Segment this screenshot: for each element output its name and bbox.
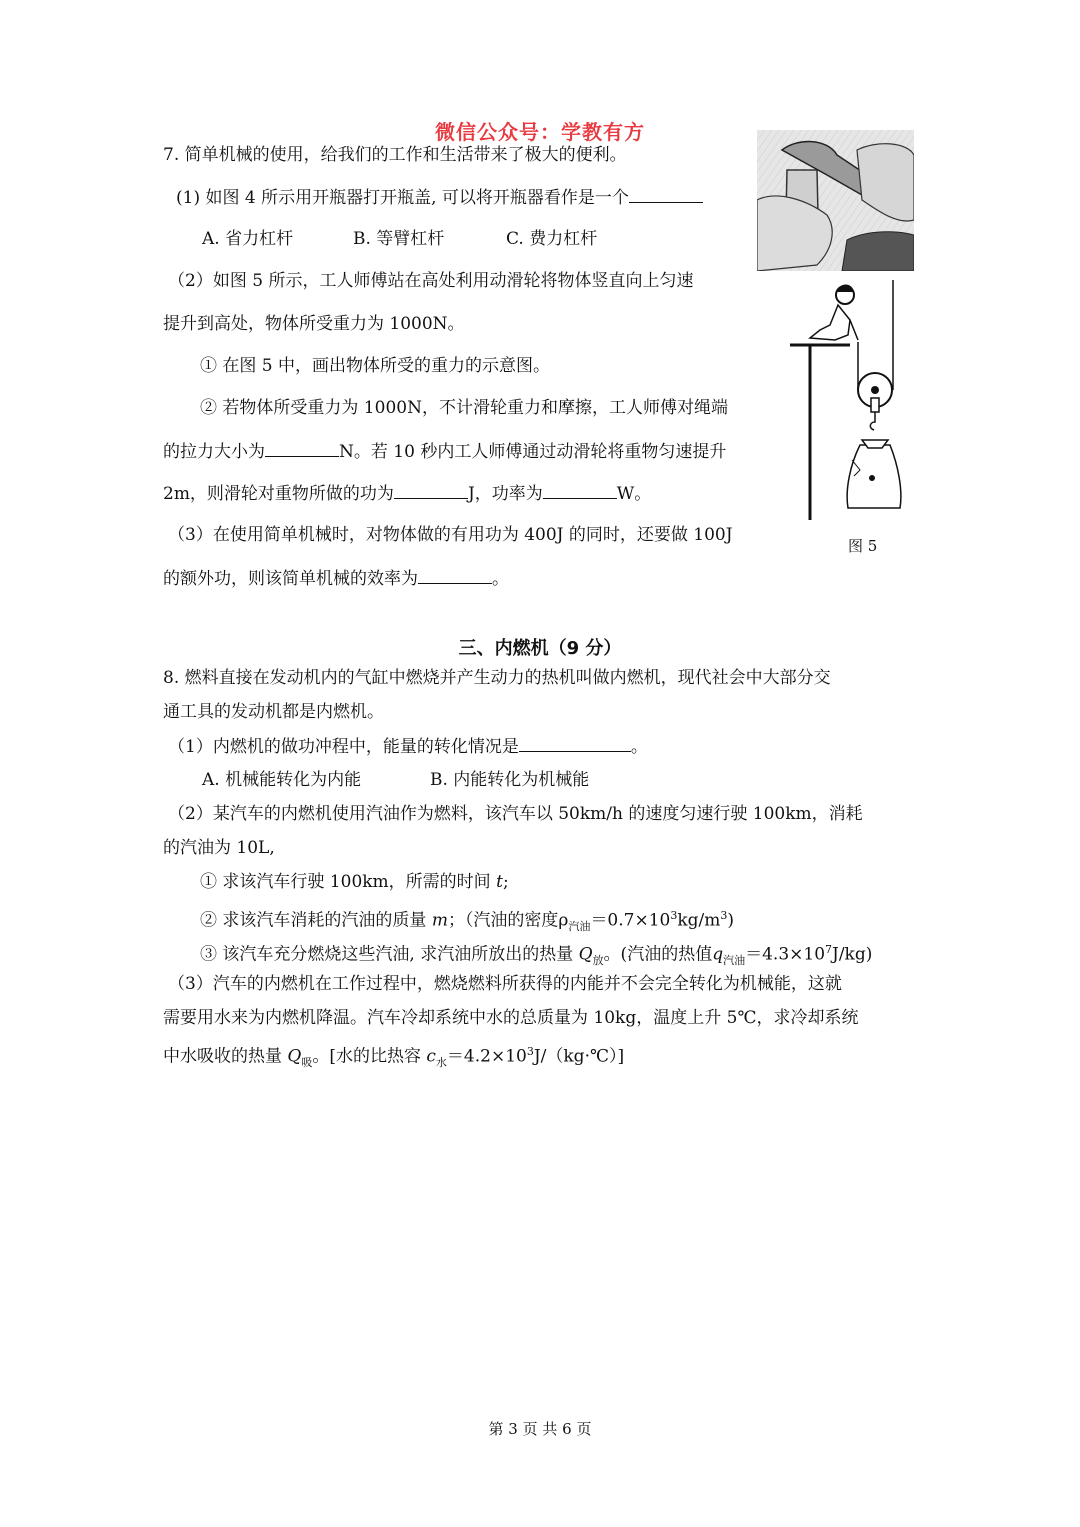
sub-gasoline: 汽油 [723,954,746,968]
q7-part2-b-line3-b: J，功率为 [467,484,543,504]
q8-part3-line3-b: 。[水的比热容 [312,1046,421,1067]
answer-blank [629,186,703,203]
q8-part1 [168,735,648,758]
q8-part2-b [200,905,734,938]
exp: 7 [825,943,833,956]
answer-blank [543,482,617,499]
answer-blank [519,735,631,752]
var-q: q [712,944,724,965]
var-q-release: Q [578,944,593,965]
q8-part2-a-text: ① 求该汽车行驶 100km，所需的时间 [200,872,491,892]
q7-part3-line2-b: 。 [492,569,509,589]
answer-blank [265,440,339,457]
answer-blank [418,567,492,584]
var-q-absorb: Q [287,1046,302,1067]
q7-part2-b-line2-a: 的拉力大小为 [163,442,265,462]
q7-part2-b-line3-c: W。 [616,484,652,504]
q7-part2-b-line3 [163,482,651,505]
sub-water: 水 [435,1056,447,1070]
q7-part3-line2-a: 的额外功，则该简单机械的效率为 [163,569,418,589]
q7-part2-a: ① 在图 5 中，画出物体所受的重力的示意图。 [200,356,551,376]
q8-part2-c-unit: J/kg) [832,944,873,965]
q7-part1-text: (1) 如图 4 所示用开瓶器打开瓶盖, 可以将开瓶器看作是一个 [176,188,629,208]
q7-part2-b-line2 [163,440,726,463]
sub-release: 放 [592,954,604,968]
q8-stem-line1: 8. 燃料直接在发动机内的气缸中燃烧并产生动力的热机叫做内燃机，现代社会中大部分交 [163,668,831,688]
q7-part1-option-b: B. 等臂杠杆 [353,229,445,249]
q8-stem-line2: 通工具的发动机都是内燃机。 [163,702,384,722]
q8-part2-line2: 的汽油为 10L, [163,838,275,858]
q8-part3-line1: （3）汽车的内燃机在工作过程中，燃烧燃料所获得的内能并不会完全转化为机械能，这就 [168,974,842,994]
q8-part2-a-end: ; [502,872,509,892]
q7-part1-option-a: A. 省力杠杆 [202,229,294,249]
q8-part1-option-a: A. 机械能转化为内能 [202,770,362,790]
sub-absorb: 吸 [301,1056,313,1070]
q7-part1-option-c: C. 费力杠杆 [506,229,598,249]
q8-part2-b-text: ② 求该汽车消耗的汽油的质量 [200,910,427,931]
q7-part1 [176,186,703,209]
figure-5-pulley [790,280,910,520]
q8-part2-line1: （2）某汽车的内燃机使用汽油作为燃料，该汽车以 50km/h 的速度匀速行驶 100km，消耗 [168,804,863,824]
q7-part3-line1: （3）在使用简单机械时，对物体做的有用功为 400J 的同时，还要做 100J [168,525,733,545]
q7-part2-b-line1: ② 若物体所受重力为 1000N，不计滑轮重力和摩擦，工人师傅对绳端 [200,398,728,418]
q8-part1-end: 。 [630,737,648,757]
exp: 3 [670,909,678,922]
q8-part2-a [200,871,509,893]
q7-stem: 7. 简单机械的使用，给我们的工作和生活带来了极大的便利。 [163,145,627,165]
q7-part3-line2 [163,567,509,590]
q7-part2-b-line2-b: N。若 10 秒内工人师傅通过动滑轮将重物匀速提升 [339,442,727,462]
q8-part1-option-b: B. 内能转化为机械能 [430,770,590,790]
var-t: t [496,872,503,892]
q8-part3-line3 [163,1041,624,1074]
q8-part2-c-text: ③ 该汽车充分燃烧这些汽油, 求汽油所放出的热量 [200,944,574,965]
q8-part3-line3-a: 中水吸收的热量 [163,1046,282,1067]
figure-4-bottle-opener [757,130,914,271]
q7-part2-b-line3-a: 2m，则滑轮对重物所做的功为 [163,484,394,504]
exp: 3 [526,1045,534,1058]
q8-part3-line3-unit: J/（kg·℃）] [533,1046,625,1067]
q8-part2-c [200,939,872,972]
q8-part2-b-note: ；（汽油的密度ρ [447,910,569,931]
q7-part2-line2: 提升到高处，物体所受重力为 1000N。 [163,314,465,334]
sub-gasoline: 汽油 [568,920,591,934]
q8-part2-b-value: ＝0.7×10 [590,910,671,931]
q8-part3-line3-value: ＝4.2×10 [446,1046,527,1067]
q7-part2-line1: （2）如图 5 所示，工人师傅站在高处利用动滑轮将物体竖直向上匀速 [168,271,694,291]
var-m: m [431,910,448,931]
q8-part1-text: （1）内燃机的做功冲程中，能量的转化情况是 [168,737,519,757]
answer-blank [394,482,468,499]
q8-part2-b-unit: kg/m [677,910,721,931]
q8-part3-line2: 需要用水来为内燃机降温。汽车冷却系统中水的总质量为 10kg，温度上升 5℃，求冷却系统 [163,1008,859,1028]
var-c: c [426,1046,436,1067]
figure-5-caption: 图 5 [848,537,878,555]
section-3-title: 三、内燃机（9 分） [458,638,622,659]
q8-part2-c-note: 。(汽油的热值 [603,944,713,965]
watermark-header: 微信公众号：学教有方 [435,120,645,144]
unit-exp: 3 [720,909,728,922]
q8-part2-b-close: ) [727,910,735,931]
page-footer: 第 3 页 共 6 页 [488,1420,592,1438]
q8-part2-c-value: ＝4.3×10 [745,944,826,965]
